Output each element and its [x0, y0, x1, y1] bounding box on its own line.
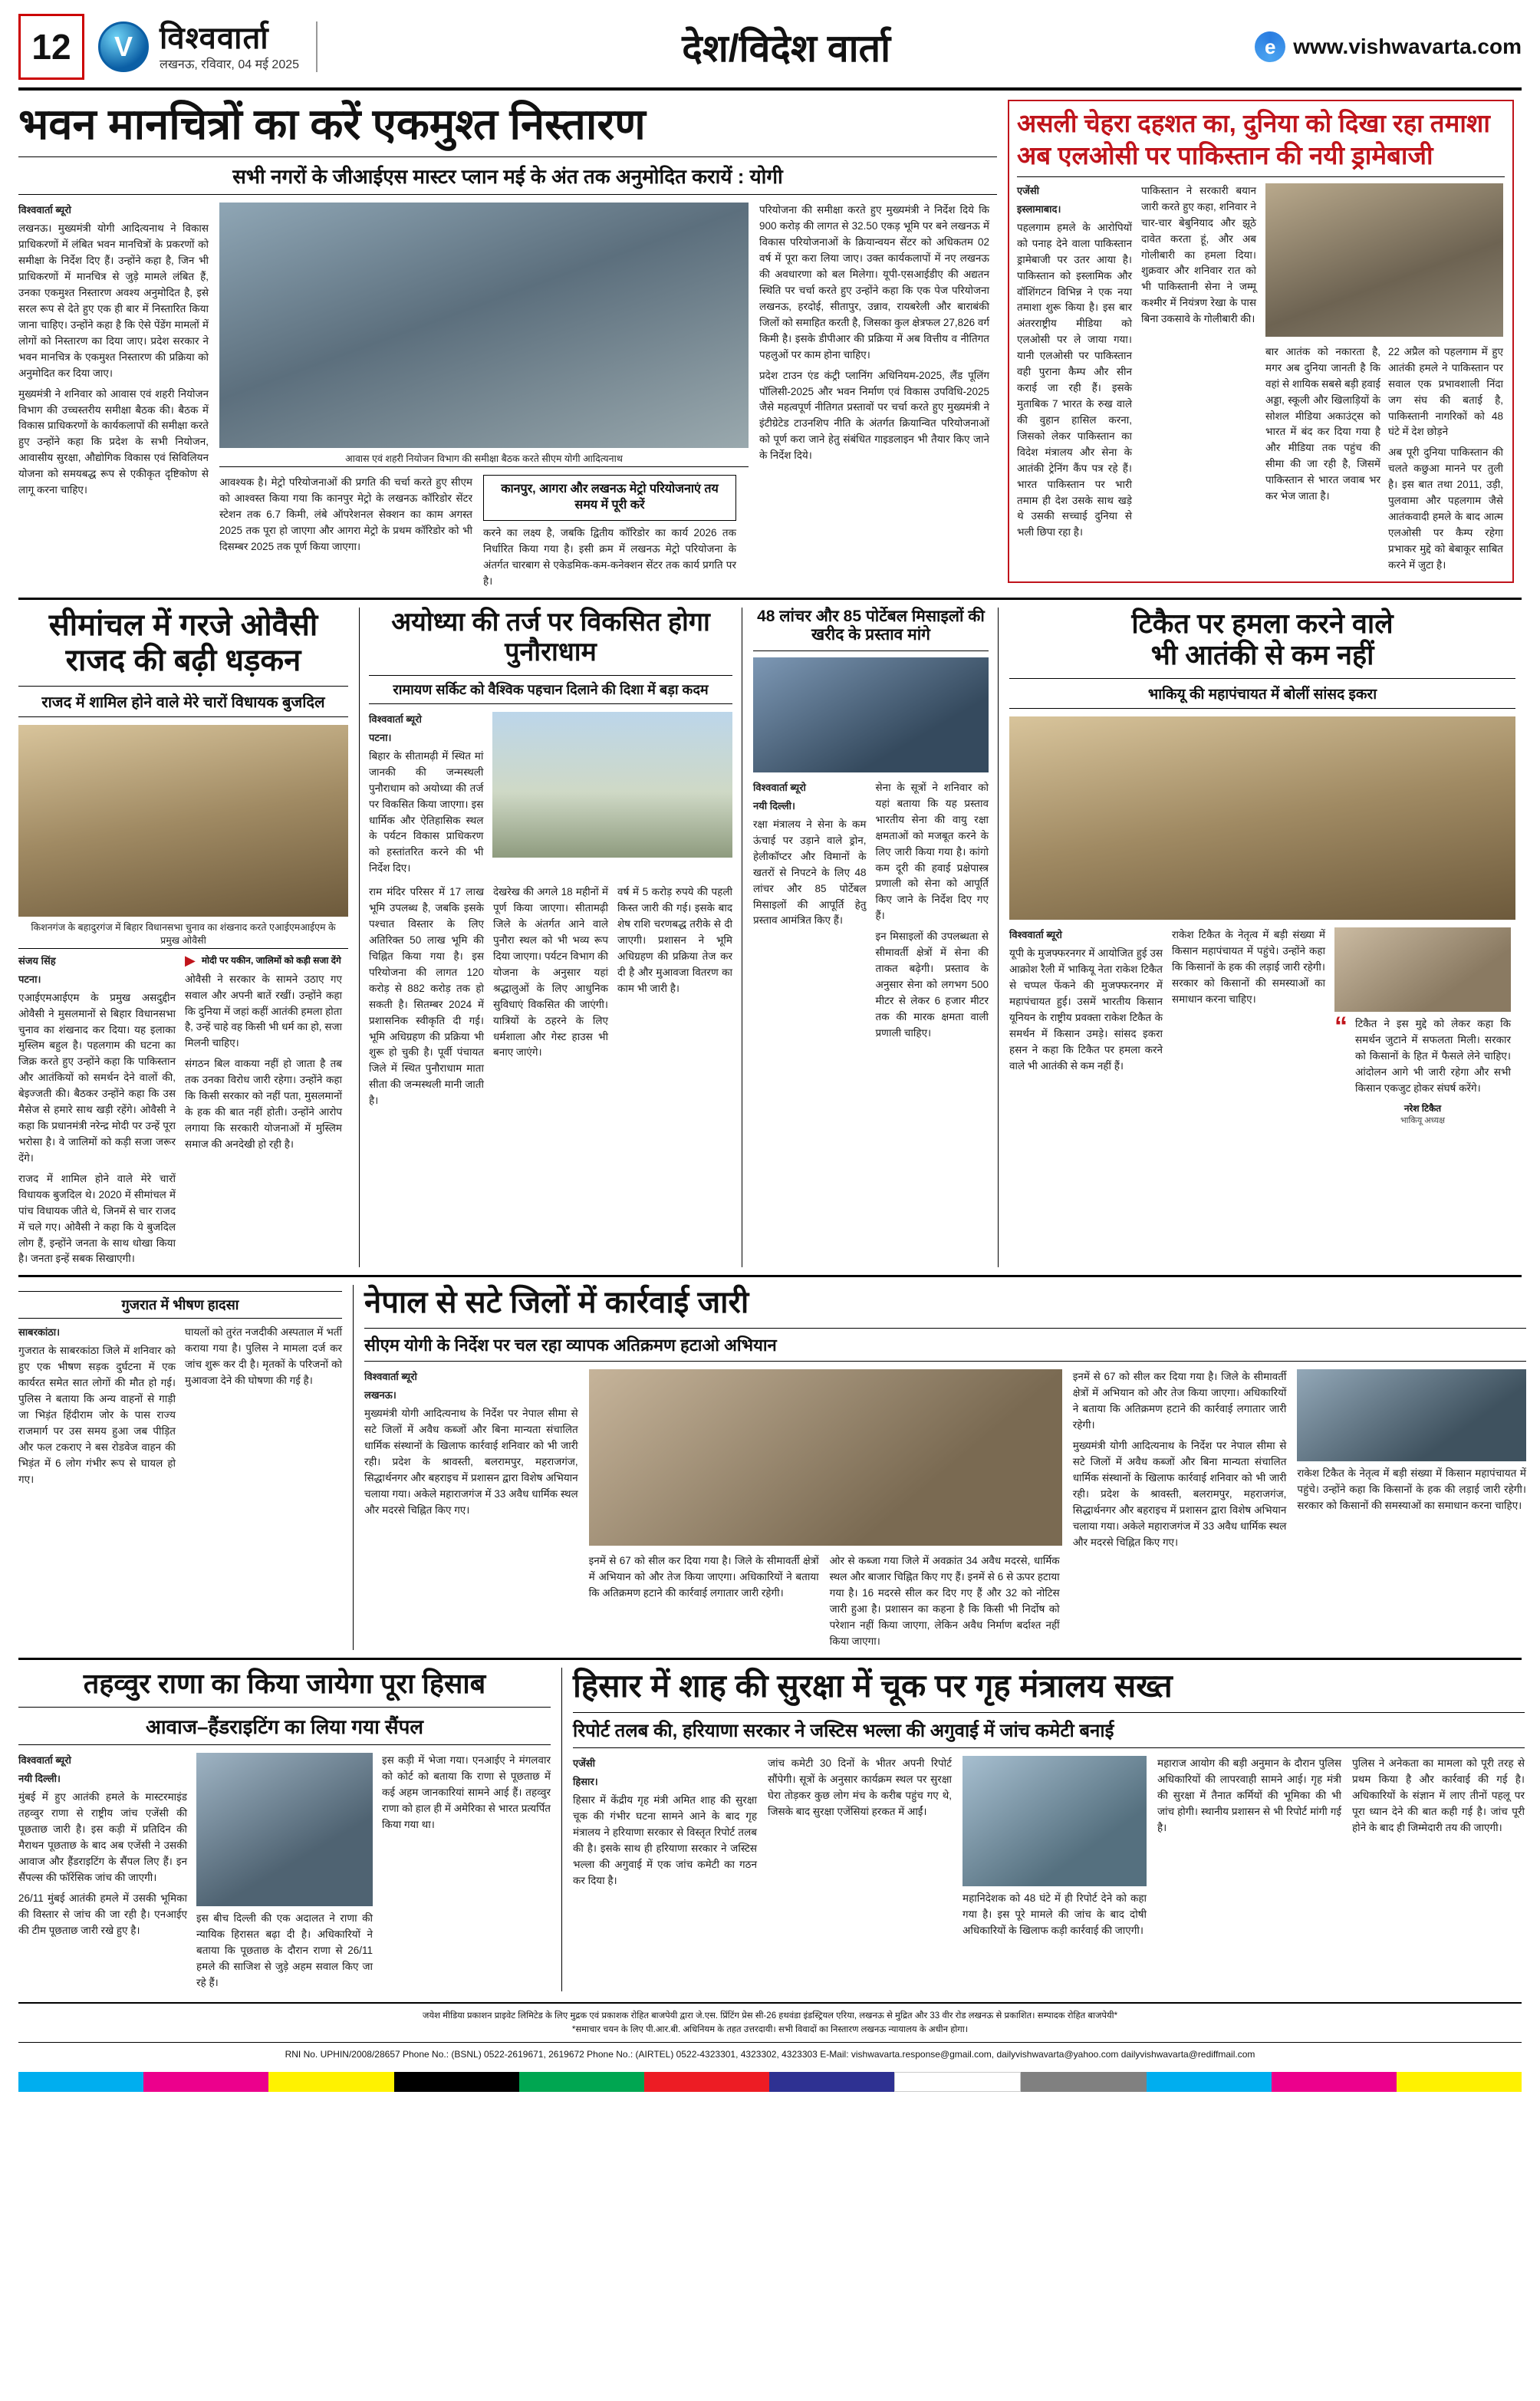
- ayodhya-photo: [492, 712, 732, 858]
- hisar-headline: हिसार में शाह की सुरक्षा में चूक पर गृह मंत्रालय सख्त: [573, 1667, 1173, 1704]
- nepal-para-4: इनमें से 67 को सील कर दिया गया है। जिले के सीमावर्ती क्षेत्रों में अभियान को और तेज किया जाएगा। अधिकारियों ने बताया कि अतिक्रमण हटाने की कार्रवाई लगातार जारी रहेगी।: [1072, 1371, 1287, 1431]
- pak-para-5: अब पूरी दुनिया पाकिस्तान की चलते कछुआ मानने पर तुली है। इस बात तथा 2011, उड़ी, पुलवामा और पहलगाम जैसे आतंकवादी हमले के बाद आत्म एलओसी पर कैम्प रहेगा प्रभाकर मुद्दे को बेबाकूर साबित करने में जुटा है।: [1388, 446, 1503, 571]
- page-number: 12: [18, 14, 84, 80]
- brand-dateline: लखनऊ, रविवार, 04 मई 2025: [160, 58, 300, 71]
- hisar-dateline: हिसार।: [573, 1776, 598, 1788]
- missile-para-3: इन मिसाइलों की उपलब्धता से सीमावर्ती क्षेत्रों में सेना की ताकत बढ़ेगी। प्रस्ताव के अनुसार सेना को लगभग 500 मीटर से लेकर 6 हजार मीटर तक की मारक क्षमता वाली प्रणाली चाहिए।: [875, 930, 989, 1039]
- gujarat-headline: गुजरात में भीषण हादसा: [18, 1291, 342, 1319]
- gujarat-para-2: घायलों को तुरंत नजदीकी अस्पताल में भर्ती कराया गया है। पुलिस ने मामला दर्ज कर जांच शुरू कर दी है। मृतकों के परिजनों को मुआवजा देने की घोषणा की गई है।: [185, 1326, 342, 1387]
- pak-para-4: 22 अप्रैल को पहलगाम में हुए आतंकी हमले ने पाकिस्तान पर सवाल एक प्रभावशाली निंदा जग संघ की बताई है, पाकिस्तानी नागरिकों को 48 घंटे में देश छोड़ने: [1388, 345, 1503, 438]
- pak-dateline: इस्लामाबाद।: [1017, 203, 1061, 215]
- tikait-byline: विश्ववार्ता ब्यूरो: [1009, 929, 1062, 941]
- nepal-para-1: मुख्यमंत्री योगी आदित्यनाथ के निर्देश पर नेपाल सीमा से सटे जिलों में अवैध कब्जों और बिना मान्यता संचालित धार्मिक संस्थानों के खिलाफ कार्रवाई शनिवार को भी जारी रही। प्रदेश के श्रावस्ती, बलरामपुर, महराजगंज, सिद्धार्थनगर और बहराइच में प्रशासन द्वारा विशेष अभियान चलाया गया। अकेले महाराजगंज में 33 अवैध धार्मिक स्थल और मदरसे चिह्नित किए गए।: [364, 1408, 578, 1516]
- owaisi-photo: [18, 725, 348, 917]
- missile-para-1: रक्षा मंत्रालय ने सेना के कम ऊंचाई पर उड़ाने वाले ड्रोन, हेलीकॉप्टर और विमानों के खतरों से निपटने के लिए 48 लांचर और 85 पोर्टेबल मिसाइलों की आपूर्ति हेतु प्रस्ताव आमंत्रित किए हैं।: [753, 818, 867, 927]
- rana-headline: तहव्वुर राणा का किया जायेगा पूरा हिसाब: [83, 1667, 486, 1699]
- pak-para-3: बार आतंक को नकारता है, मगर अब दुनिया जानती है कि वहां से शायिक सबसे बड़ी हवाई अड्डा, स्कूली और खिलाड़ियों के सोशल मीडिया अकाउंट्स को भारत में बंद कर दिया गया है और मीडिया तक पहुंच की सीमा की जा रही है, जिसमें पाकिस्तान से भारत जवाब भर कर भेज जाता है।: [1265, 345, 1380, 502]
- tikait-quote-role: भाकियू अध्यक्ष: [1400, 1116, 1446, 1126]
- rana-para-3: 26/11 मुंबई आतंकी हमले में उसकी भूमिका की विस्तार से जांच की जा रही है। एनआईए की टीम पूछताछ जारी रखे हुए है।: [18, 1892, 187, 1936]
- rni-line: RNI No. UPHIN/2008/28657 Phone No.: (BSNL) 0522-2619671, 2619672 Phone No.: (AIRTEL) 0522-4323301, 4323302, 4323303 E-Mail: vishwavarta.response@gmail.com, dailyvishwavarta@yahoo.com dailyvishwavarta@rediffmail.com: [18, 2042, 1522, 2064]
- hisar-photo: [962, 1756, 1147, 1886]
- pak-byline: एजेंसी: [1017, 184, 1039, 196]
- brand-logo: [98, 21, 318, 72]
- nepal-para-3: ओर से कब्जा गया जिले में अवक्रांत 34 अवैध मदरसे, धार्मिक स्थल और बाजार चिह्नित किए गए हैं। इनमें से 6 से ऊपर हटाया गया है। 16 मदरसे सील कर दिए गए हैं और 32 को नोटिस जारी हुआ है। प्रशासन का कहना है कि किसी भी निर्दोष को परेशान नहीं किया जाएगा, लेकिन अवैध निर्माण बर्दाश्त नहीं किया जाएगा।: [829, 1555, 1060, 1647]
- lead-story: [18, 100, 997, 590]
- tikait-headline-1: टिकैत पर हमला करने वाले: [1131, 607, 1394, 639]
- gujarat-para-1: गुजरात के साबरकांठा जिले में शनिवार को हुए एक भीषण सड़क दुर्घटना में एक कार्यरत समेत सात लोगों की मौत हो गई। पुलिस ने बताया कि अन्य वाहनों से गाड़ी जा भिड़ंत हिंदीराम जोर के पास राज्य राजमार्ग पर उस समय हुआ जब पीड़ित और फल टकराए ने बस रोडवेज वाहन की भिड़ंत में 6 लोग गंभीर रूप से घायल हो गए।: [18, 1345, 176, 1485]
- publisher-disclaimer: *समाचार चयन के लिए पी.आर.बी. अधिनियम के तहत उत्तरदायी। सभी विवादों का निस्तारण लखनऊ न्यायालय के अधीन होगा।: [571, 2024, 969, 2034]
- ayodhya-headline: अयोध्या की तर्ज पर विकसित होगा पुनौराधाम: [391, 607, 710, 667]
- fourth-band: [18, 1667, 1525, 1991]
- nepal-para-2: इनमें से 67 को सील कर दिया गया है। जिले के सीमावर्ती क्षेत्रों में अभियान को और तेज किया जाएगा। अधिकारियों ने बताया कि अतिक्रमण हटाने की कार्रवाई लगातार जारी रहेगी।: [588, 1555, 819, 1599]
- pak-para-2: पाकिस्तान ने सरकारी बयान जारी करते हुए कहा, शनिवार ने चार-चार बेबुनियाद और झूठे दावेत करता हूं, और अब गोलीबारी का हमला दिया। शुक्रवार और शनिवार रात को भी पाकिस्तानी सेना ने जम्मू कश्मीर में नियंत्रण रेखा के पास बिना उकसावे के गोलीबारी की।: [1141, 184, 1256, 325]
- logo-icon: V: [98, 21, 149, 72]
- top-block: [18, 100, 1522, 590]
- nepal-subhead: सीएम योगी के निर्देश पर चल रहा व्यापक अतिक्रमण हटाओ अभियान: [364, 1328, 1526, 1362]
- tikait-quote-text: टिकैत ने इस मुद्दे को लेकर कहा कि समर्थन जुटाने में सफलता मिली। सरकार को किसानों के हित में फैसले लेने चाहिए। आंदोलन आगे भी जारी रहेगा और सभी किसान एकजुट होकर संघर्ष करेंगे।: [1355, 1018, 1511, 1095]
- internet-explorer-icon: e: [1255, 31, 1285, 62]
- lead-byline: विश्ववार्ता ब्यूरो: [18, 204, 71, 216]
- hisar-para-4: महाराज आयोग की बड़ी अनुमान के दौरान पुलिस अधिकारियों की लापरवाही सामने आई। गृह मंत्री की सुरक्षा में तैनात कर्मियों की भूमिका की भी जांच होगी। स्थानीय प्रशासन से भी रिपोर्ट मांगी गई है।: [1157, 1757, 1341, 1833]
- brand-name: विश्ववार्ता: [160, 21, 269, 55]
- publisher-note: [18, 2002, 1522, 2037]
- owaisi-para-4: संगठन बिल वाकया नहीं हो जाता है तब तक उनका विरोध जारी रहेगा। उन्होंने कहा कि किसी सरकार को नहीं पता, मुसलमानों के हक की बात नहीं होती। उन्होंने आरोप लगाया कि सरकारी योजनाओं में मुस्लिम समाज की अनदेखी हो रही है।: [185, 1058, 342, 1150]
- owaisi-headline-1: सीमांचल में गरजे ओवैसी: [48, 608, 318, 642]
- lead-para-4: करने का लक्ष्य है, जबकि द्वितीय कॉरिडोर का कार्य 2026 तक निर्धारित किया गया है। इसी क्रम में लखनऊ मेट्रो परियोजना के अंतर्गत चारबाग से एकेडमिक-कम-कनेक्शन सेंटर तक कार्य प्रगति पर है।: [483, 526, 736, 587]
- owaisi-photo-caption: किशनगंज के बहादुरगंज में बिहार विधानसभा चुनाव का शंखनाद करते एआईएमआईएम के प्रमुख ओवैसी: [18, 917, 348, 949]
- pak-para-1: पहलगाम हमले के आरोपियों को पनाह देने वाला पाकिस्तान ड्रामेबाजी पर उतर आया है। पाकिस्तान को इस्लामिक और वॉशिंगटन विभिन्न ने एक नया तमाशा शुरू किया है। इस बार अंतरराष्ट्रीय मीडिया को एलओसी पर ले जाया गया। यानी एलओसी पर पाकिस्तान वही पुराना कैम्प और सीन कराई जा रही हैं। इसके मुताबिक 7 भारत के रुख वाले की वुहान हासिल करना, जिसको लेकर पाकिस्तान का विदेश मंत्रालय और सेना के आतंकी ट्रेनिंग कैंप पत्र रहे हैं। भारत पाकिस्तान पर भारी तमाम ही देश उसके साथ खड़े थे उसकी सच्चाई दुनिया से भली छिपा रहा है।: [1017, 221, 1132, 538]
- nepal-headline: नेपाल से सटे जिलों में कार्रवाई जारी: [364, 1286, 749, 1320]
- lead-para-3: आवश्यक है। मेट्रो परियोजनाओं की प्रगति की चर्चा करते हुए सीएम को आश्वस्त किया गया कि कानपुर मेट्रो के लखनऊ कॉरिडोर सेंटर स्टेशन तक 6.7 किमी, लंबे ऑपरेशनल सेक्शन का काम अगस्त 2025 तक पूरा हो जाएगा और आगरा मेट्रो के प्रथम कॉरिडोर को भी दिसम्बर 2025 तक पूर्ण किया जाएगा।: [219, 476, 472, 553]
- gujarat-story: [18, 1285, 342, 1650]
- tikait-portrait: [1334, 927, 1511, 1012]
- rana-para-2: इस बीच दिल्ली की एक अदालत ने राणा की न्यायिक हिरासत बढ़ा दी है। अधिकारियों ने बताया कि पूछताछ के दौरान राणा से 26/11 हमले की साजिश से जुड़े अहम सवाल किए जा रहे हैं।: [196, 1912, 373, 1988]
- rana-para-4: इस कड़ी में भेजा गया। एनआईए ने मंगलवार को कोर्ट को बताया कि राणा से पूछताछ में कई अहम जानकारियां सामने आई हैं। तहव्वुर राणा को हाल ही में अमेरिका से भारत प्रत्यर्पित किया गया था।: [382, 1754, 551, 1830]
- nepal-byline: विश्ववार्ता ब्यूरो: [364, 1371, 417, 1383]
- tikait-para-2: राकेश टिकैत के नेतृत्व में बड़ी संख्या में किसान महापंचायत में पहुंचे। उन्होंने कहा कि किसानों के हक की लड़ाई जारी रहेगी। सरकार को किसानों की समस्याओं का समाधान करना चाहिए।: [1172, 929, 1325, 1006]
- owaisi-byline: संजय सिंह: [18, 954, 56, 967]
- rana-photo: [196, 1753, 373, 1906]
- bullet-arrow-icon: ▶: [185, 952, 196, 968]
- site-url: www.vishwavarta.com: [1293, 35, 1522, 58]
- lead-col3-para-2: प्रदेश टाउन एंड कंट्री प्लानिंग अधिनियम-2025, लैंड पूलिंग पॉलिसी-2025 और भवन निर्माण एवं विकास उपविधि-2025 जैसे महत्वपूर्ण नीतिगत प्रस्तावों पर चर्चा करते हुए मुख्यमंत्री ने इंटीग्रेटेड टाउनशिप नीति के अंतर्गत क्रियान्वित परियोजनाओं को पूर्ण करा जाने हेतु संबंधित गाइडलाइन भी तैयार किए जाने के निर्देश दिये।: [759, 369, 989, 462]
- tikait-headline-2: भी आतंकी से कम नहीं: [1150, 639, 1374, 671]
- tikait-para-1: यूपी के मुजफ्फरनगर में आयोजित हुई उस आक्रोश रैली में भाकियू नेता राकेश टिकैत से चप्पल फेंकने की मुजफ्फरनगर में महापंचायत हुई। उसमें भारतीय किसान यूनियन के राष्ट्रीय प्रवक्ता राकेश टिकैत के समर्थन में किसान उमड़े। सांसद इकरा हसन ने कहा कि टिकैत पर हमला करने वाले भी आतंकी से कम नहीं हैं।: [1009, 947, 1163, 1072]
- owaisi-callout: मोदी पर यकीन, जालिमों को कड़ी सजा देंगे: [201, 954, 341, 966]
- ayodhya-para-3: देखरेख की अगले 18 महीनों में पूर्ण किया जाएगा। सीतामढ़ी जिले के अंतर्गत आने वाले पुनौरा स्थल को भी भव्य रूप दिया जाएगा। पर्यटन विभाग की योजना के अनुसार यहां श्रद्धालुओं के लिए आधुनिक सुविधाएं विकसित की जाएंगी। यात्रियों के ठहरने के लिए धर्मशाला और गेस्ट हाउस भी बनाए जाएंगे।: [493, 886, 608, 1059]
- pakistan-story: [1008, 100, 1514, 590]
- masthead: [18, 14, 1522, 91]
- rana-para-1: मुंबई में हुए आतंकी हमले के मास्टरमाइंड तहव्वुर राणा से राष्ट्रीय जांच एजेंसी की पूछताछ जारी है। इस कड़ी में प्रतिदिन की मैराथन पूछताछ के बाद अब एजेंसी ने उसकी आवाज और हैंडराइटिंग के सैंपल लिए हैं। इन सैंपल्स की फॉरेंसिक जांच की जाएगी।: [18, 1791, 187, 1883]
- pak-headline-1: असली चेहरा दहशत का, दुनिया को दिखा रहा तमाशा: [1017, 109, 1490, 137]
- quote-icon: “: [1334, 1012, 1348, 1042]
- tikait-side-text: राकेश टिकैत के नेतृत्व में बड़ी संख्या में किसान महापंचायत में पहुंचे। उन्होंने कहा कि किसानों के हक की लड़ाई जारी रहेगी। सरकार को किसानों की समस्याओं का समाधान करना चाहिए।: [1297, 1467, 1526, 1512]
- hisar-para-2: जांच कमेटी 30 दिनों के भीतर अपनी रिपोर्ट सौंपेगी। सूत्रों के अनुसार कार्यक्रम स्थल पर सुरक्षा घेरा तोड़कर कुछ लोग मंच के करीब पहुंच गए थे, जिसके बाद सुरक्षा एजेंसियां हरकत में आईं।: [768, 1757, 952, 1817]
- rana-dateline: नयी दिल्ली।: [18, 1773, 61, 1785]
- owaisi-headline-2: राजद की बढ़ी धड़कन: [65, 643, 301, 677]
- owaisi-para-3: राजद में शामिल होने वाले मेरे चारों विधायक बुजदिल थे। 2020 में सीमांचल में पांच विधायक जीते थे, जिनमें से चार राजद में चले गए। ओवैसी ने कहा कि ये बुजदिल लोग हैं, इन्होंने जनता के साथ धोखा किया है। जनता इन्हें सबक सिखाएगी।: [18, 1172, 176, 1265]
- hisar-para-3: महानिदेशक को 48 घंटे में ही रिपोर्ट देने को कहा गया है। इस पूरे मामले की जांच के बाद दोषी अधिकारियों के खिलाफ कड़ी कार्रवाई की जाएगी।: [962, 1892, 1147, 1937]
- second-band: [18, 608, 1522, 1268]
- nepal-photo: [589, 1369, 1062, 1546]
- missile-byline: विश्ववार्ता ब्यूरो: [753, 781, 806, 793]
- lead-photo: [219, 203, 749, 448]
- ayodhya-para-4: वर्ष में 5 करोड़ रुपये की पहली किस्त जारी की गई। इसके बाद शेष राशि चरणबद्ध तरीके से दी जाएगी। प्रशासन ने भूमि अधिग्रहण की प्रक्रिया तेज कर दी है और मुआवजा वितरण का काम भी जारी है।: [617, 886, 732, 994]
- website-link[interactable]: [1255, 31, 1522, 62]
- nepal-story: [353, 1285, 1526, 1650]
- rana-byline: विश्ववार्ता ब्यूरो: [18, 1754, 71, 1767]
- hisar-para-1: हिसार में केंद्रीय गृह मंत्री अमित शाह की सुरक्षा चूक की गंभीर घटना सामने आने के बाद गृह मंत्रालय ने हरियाणा सरकार से विस्तृत रिपोर्ट तलब की है। इसके साथ ही हरियाणा सरकार ने जस्टिस भल्ला की अगुवाई में एक जांच कमेटी का गठन कर दिया है।: [573, 1794, 757, 1886]
- tikait-quote-name: नरेश टिकैत: [1403, 1103, 1442, 1115]
- ayodhya-para-1: बिहार के सीतामढ़ी में स्थित मां जानकी की जन्मस्थली पुनौराधाम को अयोध्या की तर्ज पर विकसित किया जाएगा। इस धार्मिक और ऐतिहासिक स्थल के पर्यटन विकास प्राधिकरण को हस्तांतरित करने की भी निर्देश दिए।: [369, 749, 484, 874]
- owaisi-para-1: एआईएमआईएम के प्रमुख असदुद्दीन ओवैसी ने मुसलमानों से बिहार विधानसभा चुनाव का शंखनाद कर दिया। यह इलाका मुस्लिम बहुल है। पहलगाम की घटना का जिक्र करते हुए उन्होंने कहा कि पाकिस्तान और आतंकियों को समर्थन देने वालों की, बेइज्जती की। बैठकर उन्होंने कहा कि उस मैसेज से हमारे साथ खड़ी रहेंगे। ओवैसी ने कहा कि प्रधानमंत्री नरेन्द्र मोदी पर उन्हें पूरा भरोसा है। वे जालिमों को कड़ी सजा जरूर देंगे।: [18, 991, 176, 1164]
- missile-dateline: नयी दिल्ली।: [753, 799, 795, 812]
- lead-subhead: सभी नगरों के जीआईएस मास्टर प्लान मई के अंत तक अनुमोदित करायें : योगी: [18, 156, 997, 195]
- missile-headline: 48 लांचर और 85 पोर्टेबल मिसाइलों की खरीद के प्रस्ताव मांगे: [757, 607, 985, 644]
- pak-headline-2: अब एलओसी पर पाकिस्तान की नयी ड्रामेबाजी: [1017, 140, 1433, 170]
- missile-story: [753, 608, 999, 1268]
- publisher-line: जयेश मीडिया प्रकाशन प्राइवेट लिमिटेड के लिए मुद्रक एवं प्रकाशक रोहित बाजपेयी द्वारा जे.एस. प्रिंटिंग प्रेस सी-26 हथवंडा इंडस्ट्रियल एरिया, लखनऊ से मुद्रित और 33 वीर रोड लखनऊ से प्रकाशित। सम्पादक रोहित बाजपेयी*: [422, 2011, 1118, 2021]
- hisar-byline: एजेंसी: [573, 1757, 595, 1770]
- ayodhya-para-2: राम मंदिर परिसर में 17 लाख भूमि उपलब्ध है, जबकि इसके पश्चात विस्तार के लिए अतिरिक्त 50 लाख भूमि की चिह्नित किया गया है। इस परियोजना की लागत 120 करोड़ से 882 करोड़ तक हो सकती है। सितम्बर 2024 में प्रशासनिक स्वीकृति दी गई। भूमि अधिग्रहण की प्रक्रिया भी शुरू हो चुकी है। पूर्वी पंचायत जिले में स्थित पुनौराधाम माता सीता की जन्मस्थली मानी जाती है।: [369, 886, 484, 1107]
- lead-headline: भवन मानचित्रों का करें एकमुश्त निस्तारण: [18, 100, 646, 148]
- lead-callout: कानपुर, आगरा और लखनऊ मेट्रो परियोजनाएं तय समय में पूरी करें: [483, 475, 736, 521]
- lead-para-2: मुख्यमंत्री ने शनिवार को आवास एवं शहरी नियोजन विभाग की उच्चस्तरीय समीक्षा बैठक की। बैठक में विकास प्राधिकरणों के कार्यकलापों की समीक्षा करते हुए उन्होंने कहा कि प्रदेश के सभी नियोजन, आवासीय सुरक्षा, औद्योगिक विकास एवं सिविलियन योजना को समयबद्ध रूप से एकीकृत दृष्टिकोण से लागू करना चाहिए।: [18, 387, 209, 496]
- gujarat-dateline: साबरकांठा।: [18, 1326, 61, 1339]
- ayodhya-subhead: रामायण सर्किट को वैश्विक पहचान दिलाने की दिशा में बड़ा कदम: [369, 675, 732, 704]
- nepal-dateline: लखनऊ।: [364, 1389, 397, 1401]
- ayodhya-story: [359, 608, 742, 1268]
- page-title: देश/विदेश वार्ता: [682, 27, 891, 70]
- ayodhya-byline: विश्ववार्ता ब्यूरो: [369, 713, 422, 725]
- missile-photo: [753, 657, 989, 772]
- tikait-photo: [1009, 716, 1515, 920]
- tikait-subhead: भाकियू की महापंचायत में बोलीं सांसद इकरा: [1009, 678, 1515, 709]
- color-calibration-bar: [18, 2072, 1522, 2092]
- owaisi-subhead: राजद में शामिल होने वाले मेरे चारों विधायक बुजदिल: [18, 686, 348, 717]
- pak-photo: [1265, 183, 1503, 337]
- third-band: [18, 1285, 1526, 1650]
- rana-story: [18, 1668, 551, 1991]
- lead-col3-para-1: परियोजना की समीक्षा करते हुए मुख्यमंत्री ने निर्देश दिये कि 900 करोड़ की लागत से 32.50 एकड़ भूमि पर बने लखनऊ में विकास परियोजनाओं के क्रियान्वयन सेंटर को अधिकतम 02 वर्ष में पूरा करा लिया जाए। उक्त कार्यकलापों में नए लखनऊ की अवधारणा को बल मिलेगा। यूपी-एसआईडीए की अद्यतन स्थिति पर चर्चा करते हुए उन्होंने कहा कि एक पेज परियोजना लखनऊ, हरदोई, सीतापुर, उन्नाव, रायबरेली और बाराबंकी जिलों को समाहित करती है, जिसका कुल क्षेत्रफल 27,826 वर्ग किमी है। इसके डीपीआर की प्रक्रिया में अब वित्तीय व नीतिगत पहलुओं पर काम होना चाहिए।: [759, 204, 989, 361]
- hisar-para-5: पुलिस ने अनेकता का मामला को पूरी तरह से प्रथम किया है और कार्रवाई की गई है। अधिकारियों के संज्ञान में लाए तीनों पहलू पर पूरा ध्यान देने की बात कही गई है। जांच पूरी होने के बाद ही जिम्मेदारी तय की जाएगी।: [1352, 1757, 1525, 1833]
- rana-subhead: आवाज–हैंडराइटिंग का लिया गया सैंपल: [18, 1707, 551, 1745]
- lead-photo-caption: आवास एवं शहरी नियोजन विभाग की समीक्षा बैठक करते सीएम योगी आदित्यनाथ: [219, 448, 749, 467]
- tikait-side-photo: [1297, 1369, 1526, 1461]
- owaisi-dateline: पटना।: [18, 973, 41, 985]
- nepal-para-5: मुख्यमंत्री योगी आदित्यनाथ के निर्देश पर नेपाल सीमा से सटे जिलों में अवैध कब्जों और बिना मान्यता संचालित धार्मिक संस्थानों के खिलाफ कार्रवाई शनिवार को भी जारी रही। प्रदेश के श्रावस्ती, बलरामपुर, महराजगंज, सिद्धार्थनगर और बहराइच में प्रशासन द्वारा विशेष अभियान चलाया गया। अकेले महाराजगंज में 33 अवैध धार्मिक स्थल और मदरसे चिह्नित किए गए।: [1072, 1440, 1287, 1548]
- tikait-story: [1009, 608, 1515, 1268]
- hisar-story: [561, 1668, 1525, 1991]
- owaisi-story: [18, 608, 348, 1268]
- hisar-subhead: रिपोर्ट तलब की, हरियाणा सरकार ने जस्टिस भल्ला की अगुवाई में जांच कमेटी बनाई: [573, 1712, 1525, 1748]
- owaisi-para-2: ओवैसी ने सरकार के सामने उठाए गए सवाल और अपनी बातें रखीं। उन्होंने कहा कि दुनिया में जहां कहीं आतंकी हमला होता है, उन्हें चाहे वह किसी भी धर्म का हो, सजा मिलनी चाहिए।: [185, 973, 342, 1049]
- ayodhya-dateline: पटना।: [369, 731, 392, 743]
- missile-para-2: सेना के सूत्रों ने शनिवार को यहां बताया कि यह प्रस्ताव भारतीय सेना की वायु रक्षा क्षमताओं को मजबूत करने के लिए जारी किया गया है। कांगो कम दूरी की हवाई प्रक्षेपास्त्र प्रणाली को सेना को आपूर्ति किए जाने के निर्देश दिए गए हैं।: [875, 781, 989, 922]
- lead-para-1: लखनऊ। मुख्यमंत्री योगी आदित्यनाथ ने विकास प्राधिकरणों में लंबित भवन मानचित्रों के प्रकरणों को समीक्षा के निर्देश दिए हैं। उन्होंने कहा है, जिन भी प्राधिकरणों में मानचित्र से जुड़े मामले लंबित हैं, उनका एकमुश्त निस्तारण अवश्य अनुमोदित है, इसे सरल रूप से देते हुए एक ही बार में निस्तारित किया जाना चाहिए। उन्होंने कहा है कि ऐसे पेंडेंग मामलों में लोगों को निस्तारण का दिया जाए। प्रदेश सरकार ने भवन मानचित्र के एकमुश्त निस्तारण की प्रक्रिया को अनुमोदित कर दिया जाए।: [18, 222, 209, 379]
